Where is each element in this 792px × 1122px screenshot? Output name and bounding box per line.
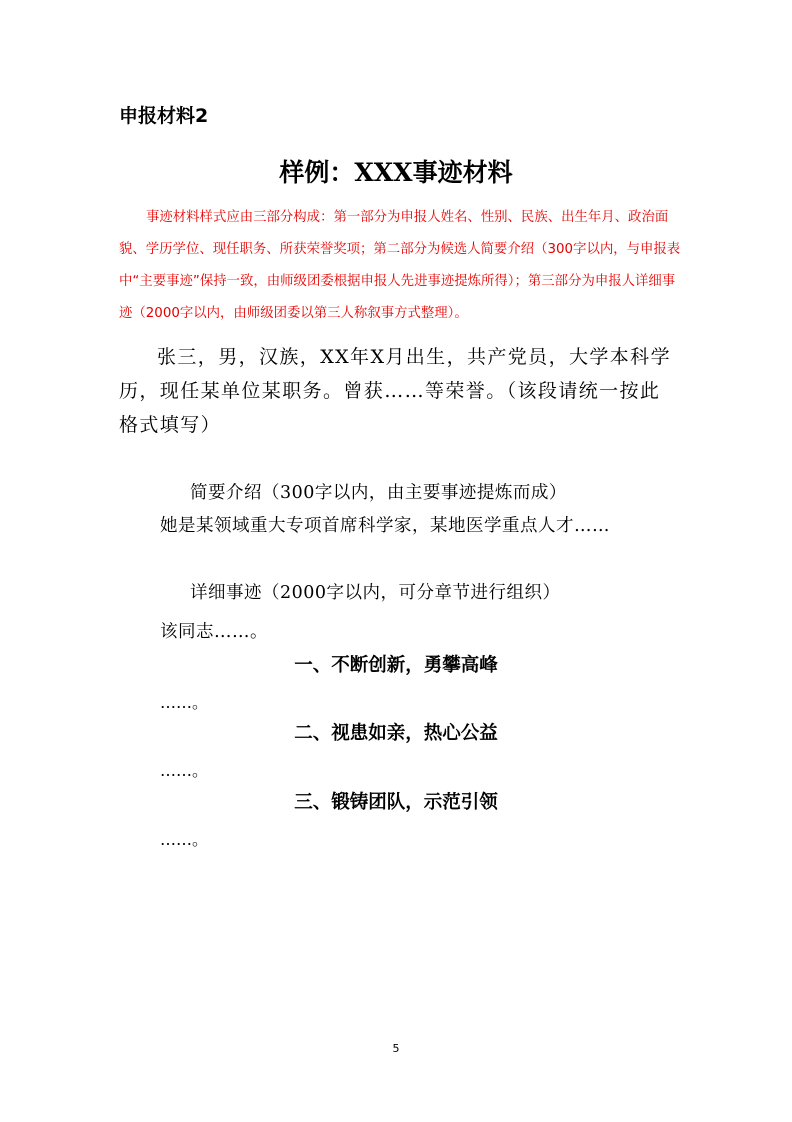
section-heading: 三、锻铸团队，示范引领 — [294, 792, 498, 813]
section-text: ……。 — [160, 693, 209, 712]
details-heading: 详细事迹（2000字以内，可分章节进行组织） — [190, 583, 561, 603]
summary-text: 她是某领域重大专项首席科学家，某地医学重点人才…… — [160, 516, 610, 536]
page-title: 样例：XXX事迹材料 — [279, 158, 513, 187]
details-intro: 该同志……。 — [160, 622, 268, 642]
format-instruction-note: 事迹材料样式应由三部分构成：第一部分为申报人姓名、性别、民族、出生年月、政治面貌、学历学位、现任职务、所获荣誉奖项；第二部分为候选人简要介绍（300字以内，与申报表中“主要事迹”保持一致，由师级团委根据申报人先进事迹提炼所得）；第三部分为申报人详细事迹（2000字以内，由师级团委以第三人称叙事方式整理）。 — [119, 210, 681, 321]
document-label: 申报材料2 — [119, 105, 209, 127]
summary-heading: 简要介绍（300字以内，由主要事迹提炼而成） — [190, 483, 567, 503]
section-heading: 一、不断创新，勇攀高峰 — [294, 655, 498, 676]
section-text: ……。 — [160, 761, 209, 780]
section-heading: 二、视患如亲，热心公益 — [294, 723, 498, 744]
section-text: ……。 — [160, 830, 209, 849]
applicant-bio-paragraph: 张三，男，汉族，XX年X月出生，共产党员，大学本科学历，现任某单位某职务。曾获……等荣誉。（该段请统一按此格式填写） — [119, 346, 671, 436]
page-number: 5 — [392, 1042, 400, 1055]
